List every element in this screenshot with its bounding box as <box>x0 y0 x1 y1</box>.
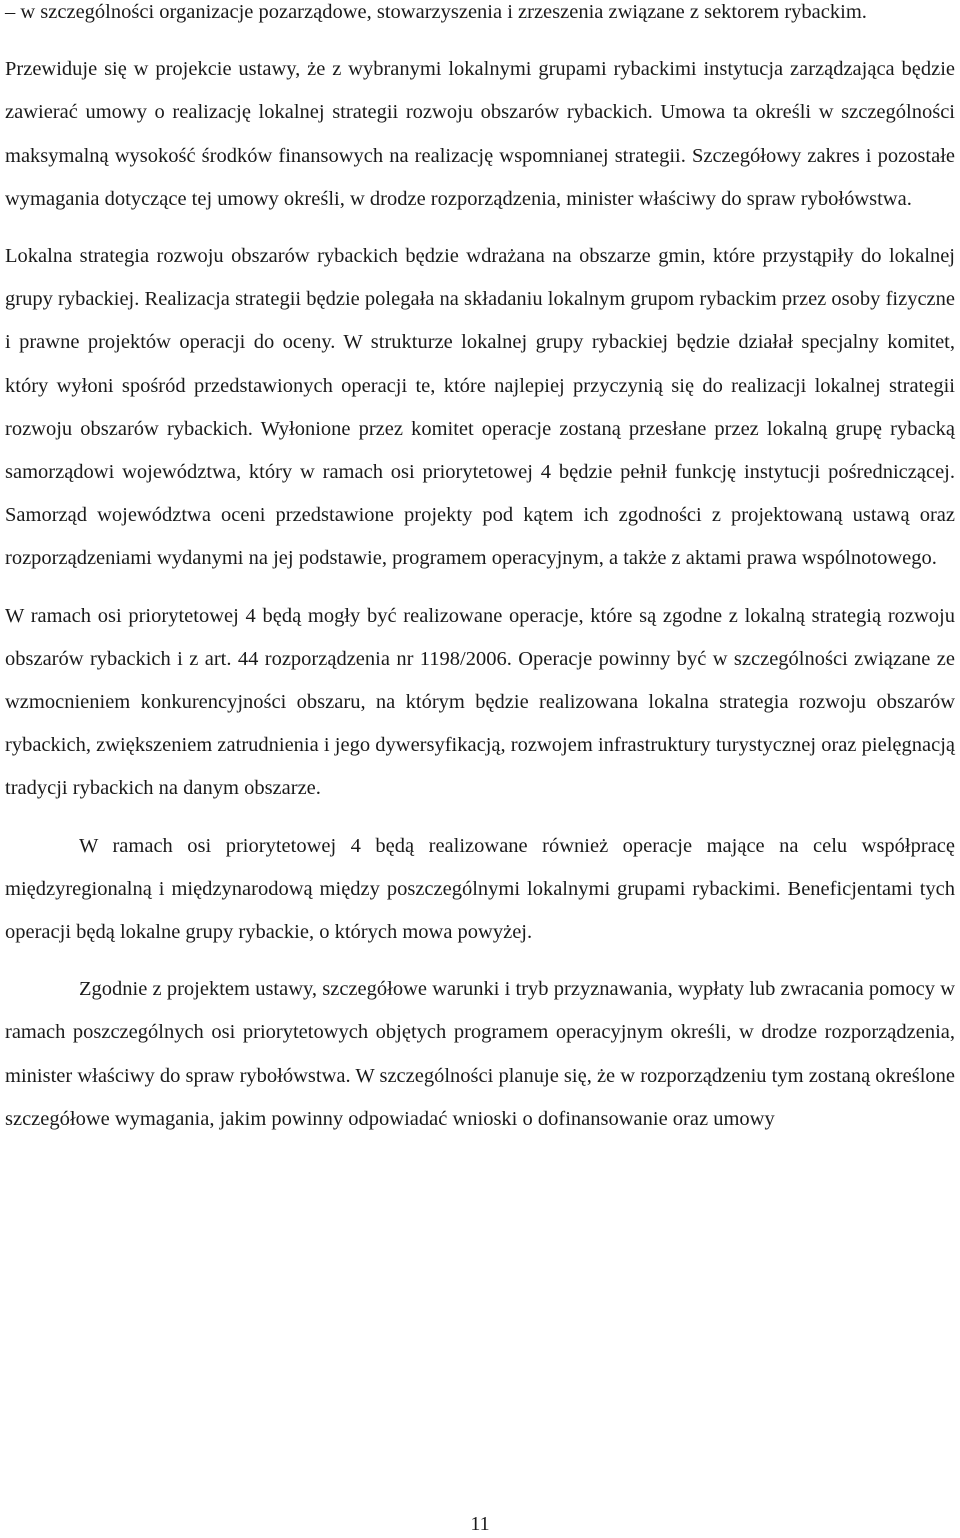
paragraph-eligible-operations: W ramach osi priorytetowej 4 będą mogły być realizowane operacje, które są zgodne z lokalną strategią rozwoju obszarów rybackich i z art. 44 rozporządzenia nr 1198/2006. Operacje powinny być w szczególności związane ze wzmocnieniem konkurencyjności obszaru, na którym będzie realizowana lokalna strategia rozwoju obszarów rybackich, zwiększeniem zatrudnienia i jego dywersyfikacją, rozwojem infrastruktury turystycznej oraz pielęgnacją tradycji rybackich na danym obszarze. <box>5 604 955 800</box>
paragraph-aid-conditions: Zgodnie z projektem ustawy, szczegółowe warunki i tryb przyznawania, wypłaty lub zwracania pomocy w ramach poszczególnych osi priorytetowych objętych programem operacyjnym określi, w drodze rozporządzenia, minister właściwy do spraw rybołówstwa. W szczególności planuje się, że w rozporządzeniu tym zostaną określone szczegółowe wymagania, jakim powinny odpowiadać wnioski o dofinansowanie oraz umowy <box>5 978 955 1130</box>
paragraph-local-group-agreements: Przewiduje się w projekcie ustawy, że z wybranymi lokalnymi grupami rybackimi instytucja zarządzająca będzie zawierać umowy o realizację lokalnej strategii rozwoju obszarów rybackich. Umowa ta określi w szczególności maksymalną wysokość środków finansowych na realizację wspomnianej strategii. Szczegółowy zakres i pozostałe wymagania dotyczące tej umowy określi, w drodze rozporządzenia, minister właściwy do spraw rybołówstwa. <box>5 58 955 210</box>
paragraph-strategy-implementation: Lokalna strategia rozwoju obszarów rybackich będzie wdrażana na obszarze gmin, które przystąpiły do lokalnej grupy rybackiej. Realizacja strategii będzie polegała na składaniu lokalnym grupom rybackim przez osoby fizyczne i prawne projektów operacji do oceny. W strukturze lokalnej grupy rybackiej będzie działał specjalny komitet, który wyłoni spośród przedstawionych operacji te, które najlepiej przyczynią się do realizacji lokalnej strategii rozwoju obszarów rybackich. Wyłonione przez komitet operacje zostaną przesłane przez lokalną grupę rybacką samorządowi województwa, który w ramach osi priorytetowej 4 będzie pełnił funkcję instytucji pośredniczącej. Samorząd województwa oceni przedstawione projekty pod kątem ich zgodności z projektowaną ustawą oraz rozporządzeniami wydanymi na jej podstawie, programem operacyjnym, a także z aktami prawa wspólnotowego. <box>5 245 955 570</box>
paragraph-list-item-continuation: – w szczególności organizacje pozarządowe, stowarzyszenia i zrzeszenia związane z sektorem rybackim. <box>5 1 867 23</box>
paragraph-cooperation-operations: W ramach osi priorytetowej 4 będą realizowane również operacje mające na celu współpracę międzyregionalną i międzynarodową między poszczególnymi lokalnymi grupami rybackimi. Beneficjentami tych operacji będą lokalne grupy rybackie, o których mowa powyżej. <box>5 834 955 944</box>
document-page <box>5 0 955 1141</box>
page-number: 11 <box>470 1513 490 1535</box>
